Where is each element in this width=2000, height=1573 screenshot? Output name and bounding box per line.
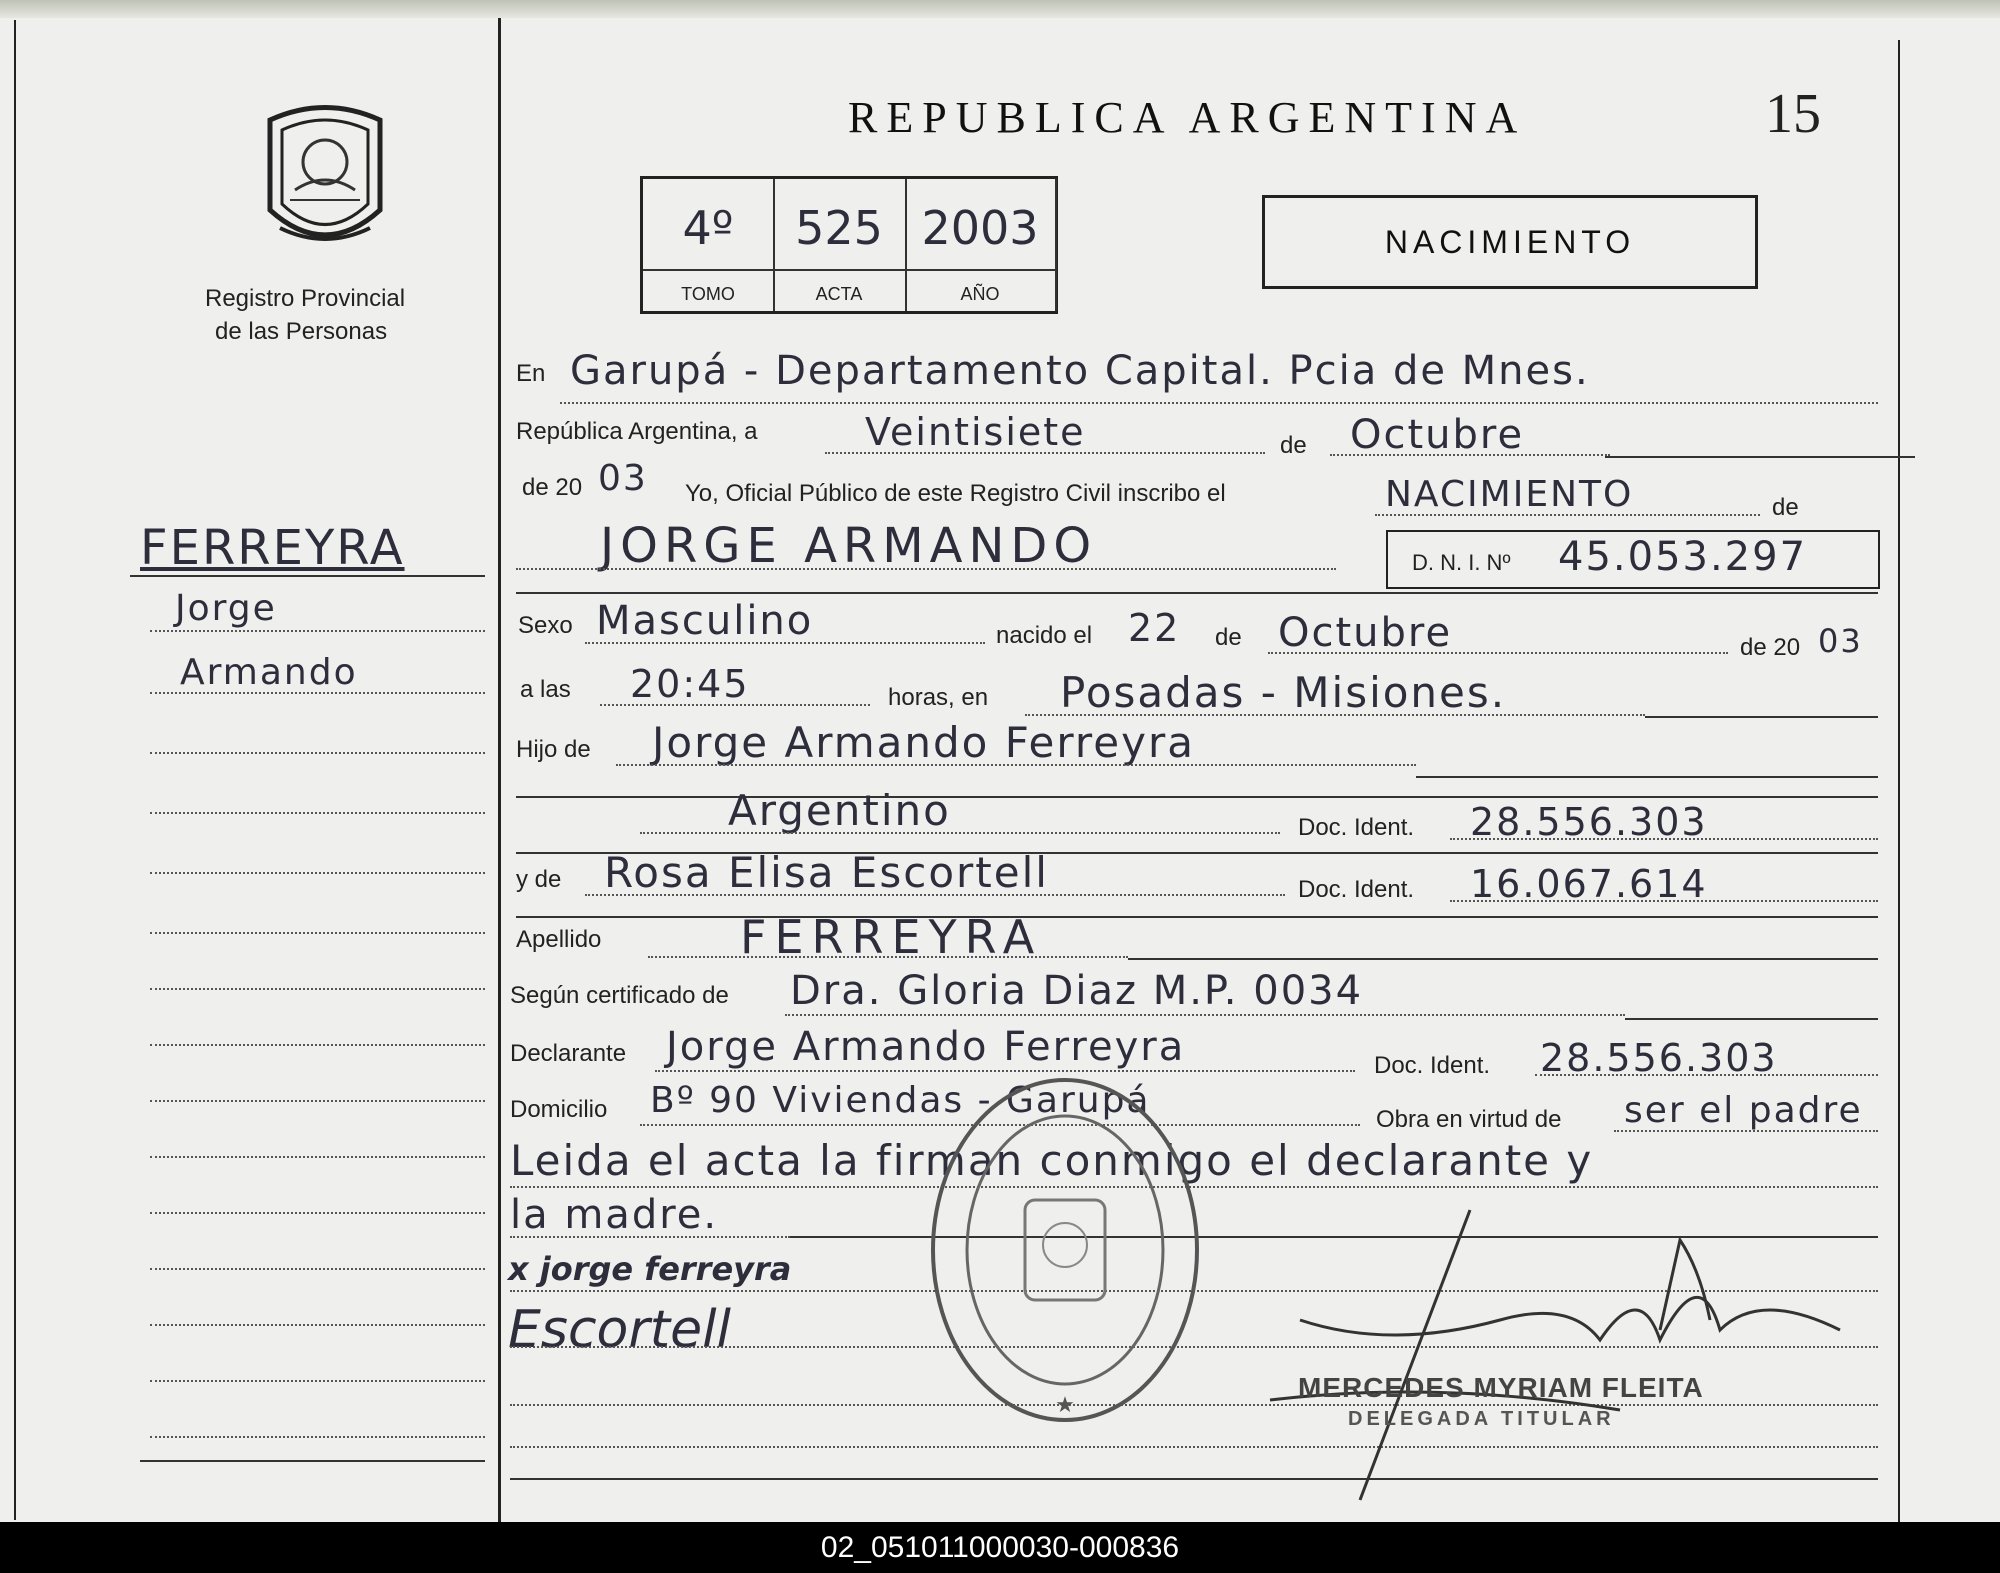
birth-year-suffix: 03 <box>1818 622 1863 660</box>
republica-label: República Argentina, a <box>516 418 758 445</box>
margin-line-1 <box>130 575 485 577</box>
child-name-value: JORGE ARMANDO <box>600 518 1098 574</box>
event-value: NACIMIENTO <box>1385 474 1634 515</box>
margin-line-10 <box>150 1100 485 1102</box>
sexo-value: Masculino <box>596 598 814 644</box>
de-label-2: de <box>1772 494 1799 521</box>
tomo-value: 4º <box>682 201 734 255</box>
margin-line-4 <box>150 752 485 754</box>
location-line <box>560 402 1878 404</box>
mother-doc-label: Doc. Ident. <box>1298 876 1415 903</box>
dni-label: D. N. I. Nº <box>1412 550 1511 575</box>
yde-label: y de <box>516 866 562 893</box>
birth-month-value: Octubre <box>1278 610 1453 656</box>
image-code: 02_051011000030-000836 <box>820 1531 1180 1564</box>
de-label-3: de <box>1215 624 1242 651</box>
father-doc-value: 28.556.303 <box>1470 800 1708 844</box>
official-title-stamp: DELEGADA TITULAR <box>1348 1408 1615 1430</box>
month-value: Octubre <box>1350 412 1525 458</box>
registry-name-line1: Registro Provincial <box>205 285 406 312</box>
obra-line <box>1614 1130 1878 1132</box>
certificado-extension <box>1625 1018 1878 1020</box>
declarante-doc-line <box>1535 1074 1878 1076</box>
margin-line-12 <box>150 1212 485 1214</box>
margin-line-2 <box>150 630 485 632</box>
margin-line-11 <box>150 1156 485 1158</box>
ano-cell <box>905 179 1057 311</box>
month-line <box>1330 454 1610 456</box>
image-code-bar <box>0 1522 2000 1573</box>
domicilio-value: Bº 90 Viviendas - Garupá <box>650 1080 1151 1121</box>
birth-month-line <box>1268 652 1728 654</box>
column-divider <box>498 18 501 1522</box>
year-label: de 20 <box>522 474 583 501</box>
dni-value: 45.053.297 <box>1558 534 1808 580</box>
father-name-line <box>616 764 1416 766</box>
margin-line-8 <box>150 988 485 990</box>
margin-line-15 <box>150 1380 485 1382</box>
official-signature-icon <box>1240 1200 1880 1520</box>
signature-father: x jorge ferreyra <box>508 1250 792 1288</box>
act-type-box <box>1262 195 1758 289</box>
de-label-1: de <box>1280 432 1307 459</box>
ano-label: AÑO <box>960 284 1000 304</box>
margin-second-name: Armando <box>180 652 358 693</box>
left-edge-line <box>14 20 16 1520</box>
closing-line-2-rule <box>510 1236 790 1238</box>
margin-line-16 <box>150 1436 485 1438</box>
margin-line-13 <box>150 1268 485 1270</box>
apellido-line <box>648 956 1128 958</box>
tomo-cell <box>643 179 775 311</box>
day-words-line <box>825 452 1265 454</box>
acta-cell <box>773 179 907 311</box>
margin-line-bottom <box>140 1460 485 1462</box>
declarante-doc-label: Doc. Ident. <box>1374 1052 1491 1079</box>
signature-mother: Escortell <box>508 1300 732 1360</box>
birth-time-line <box>600 704 870 706</box>
dni-box <box>1386 530 1880 589</box>
margin-line-3 <box>150 692 485 694</box>
birth-year-label: de 20 <box>1740 634 1801 661</box>
certificado-line <box>785 1014 1625 1016</box>
apellido-value: FERREYRA <box>740 910 1043 964</box>
margin-line-14 <box>150 1324 485 1326</box>
provincial-seal-icon <box>250 100 400 260</box>
closing-line-2: la madre. <box>510 1192 719 1238</box>
closing-line-1: Leida el acta la firman conmigo el declarante y <box>510 1136 1594 1185</box>
country-title: REPUBLICA ARGENTINA <box>848 93 1527 142</box>
ano-value: 2003 <box>921 201 1039 255</box>
father-nationality-line <box>640 832 1280 834</box>
day-words-value: Veintisiete <box>865 410 1086 454</box>
location-value: Garupá - Departamento Capital. Pcia de Mnes. <box>570 348 1590 394</box>
certificado-value: Dra. Gloria Diaz M.P. 0034 <box>790 968 1364 1014</box>
father-nationality-value: Argentino <box>728 786 951 835</box>
month-extension-line <box>1605 456 1915 458</box>
margin-line-7 <box>150 932 485 934</box>
obra-value: ser el padre <box>1624 1090 1863 1131</box>
declarante-value: Jorge Armando Ferreyra <box>666 1024 1186 1070</box>
act-type: NACIMIENTO <box>1384 224 1636 260</box>
en-label: En <box>516 360 546 387</box>
mother-name-line <box>585 894 1285 896</box>
birth-time-value: 20:45 <box>630 662 750 706</box>
acta-label: ACTA <box>815 284 863 304</box>
obra-label: Obra en virtud de <box>1376 1106 1562 1133</box>
father-doc-label: Doc. Ident. <box>1298 814 1415 841</box>
row-7-divider <box>516 796 1878 798</box>
mother-name-value: Rosa Elisa Escortell <box>604 848 1049 897</box>
margin-first-name: Jorge <box>175 588 277 629</box>
row-9-divider <box>516 916 1878 918</box>
page-number: 15 <box>1765 83 1821 145</box>
horas-label: horas, en <box>888 684 989 711</box>
father-name-value: Jorge Armando Ferreyra <box>652 718 1195 767</box>
row-4-divider <box>516 592 1878 594</box>
official-seal-icon <box>925 1070 1205 1430</box>
year-suffix-value: 03 <box>598 458 648 499</box>
apellido-extension <box>1128 958 1878 960</box>
hijo-label: Hijo de <box>516 736 591 763</box>
birth-place-extension <box>1645 716 1878 718</box>
right-edge-line <box>1898 40 1900 1522</box>
official-text: Yo, Oficial Público de este Registro Civil inscribo el <box>685 480 1226 507</box>
registry-name-line2: de las Personas <box>215 318 388 345</box>
declarante-doc-value: 28.556.303 <box>1540 1036 1778 1080</box>
margin-line-5 <box>150 812 485 814</box>
event-line <box>1375 514 1760 516</box>
sexo-label: Sexo <box>518 612 573 639</box>
birth-place-line <box>1025 714 1645 716</box>
margin-surname: FERREYRA <box>140 520 405 576</box>
mother-doc-line <box>1450 900 1878 902</box>
sexo-line <box>585 642 985 644</box>
record-number-box <box>640 176 1058 314</box>
father-name-extension <box>1416 776 1878 778</box>
margin-line-9 <box>150 1044 485 1046</box>
official-name-stamp: MERCEDES MYRIAM FLEITA <box>1298 1372 1704 1403</box>
binding-strip <box>0 0 2000 18</box>
alas-label: a las <box>520 676 571 703</box>
child-name-line <box>516 568 1336 570</box>
mother-doc-value: 16.067.614 <box>1470 862 1708 906</box>
margin-line-6 <box>150 872 485 874</box>
father-doc-line <box>1450 838 1878 840</box>
svg-text:★: ★ <box>1055 1393 1075 1418</box>
birth-place-value: Posadas - Misiones. <box>1060 668 1507 717</box>
certificado-label: Según certificado de <box>510 982 729 1009</box>
birth-day-value: 22 <box>1128 606 1181 650</box>
domicilio-label: Domicilio <box>510 1096 608 1123</box>
apellido-label: Apellido <box>516 926 602 953</box>
tomo-label: TOMO <box>681 284 735 304</box>
nacido-label: nacido el <box>996 622 1093 649</box>
acta-value: 525 <box>795 201 883 255</box>
record-box-divider <box>643 269 1055 271</box>
declarante-label: Declarante <box>510 1040 627 1067</box>
